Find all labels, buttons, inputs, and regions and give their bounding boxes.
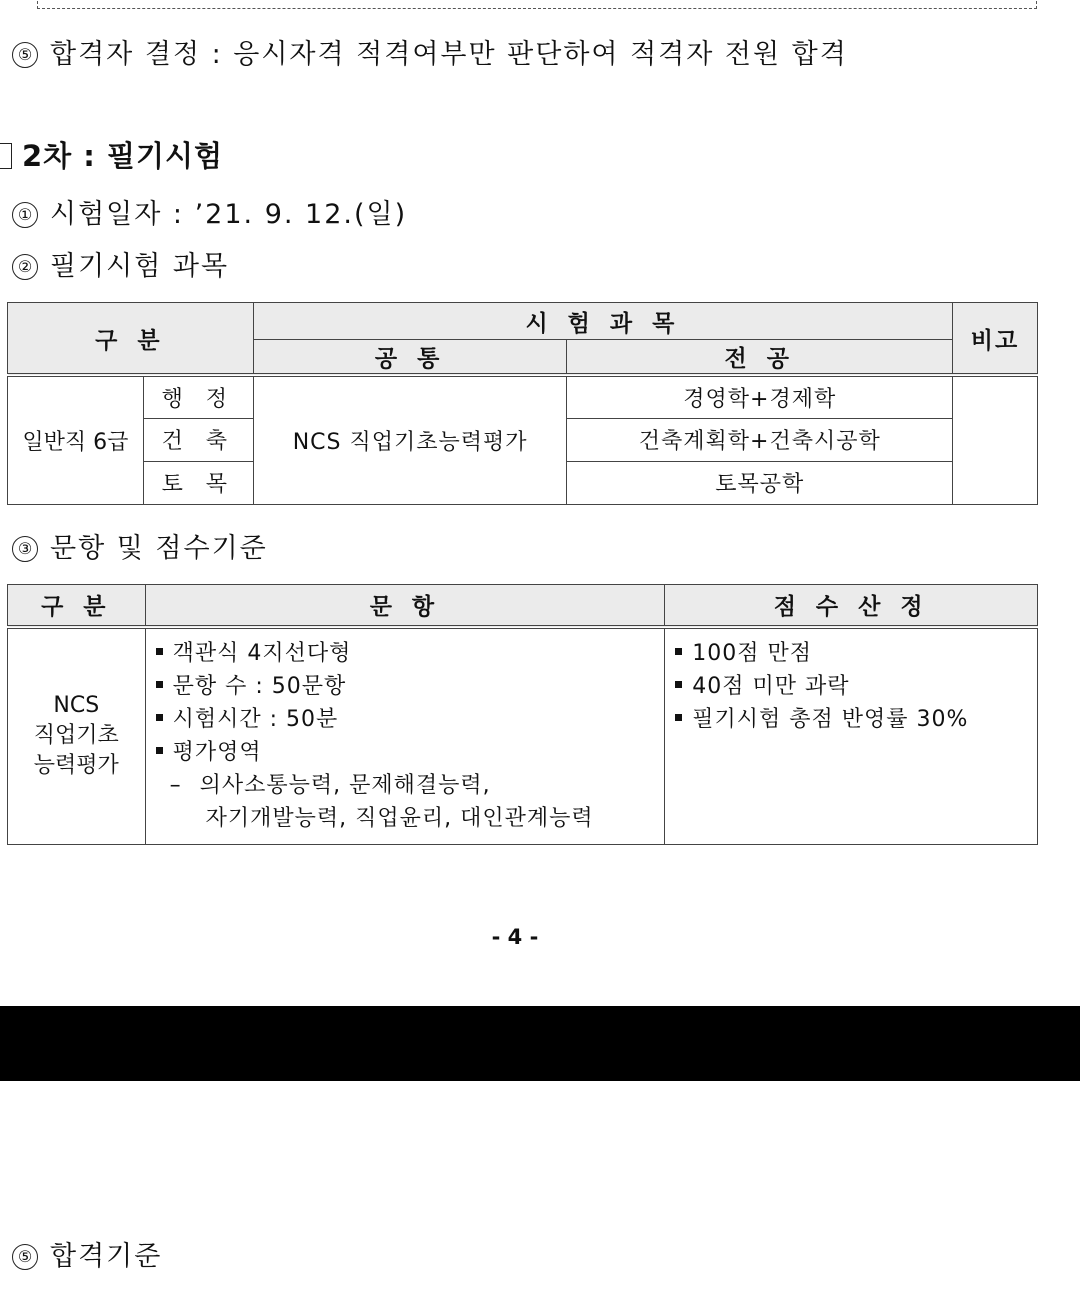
bullet-item: 평가영역 (156, 736, 665, 769)
th-exam-subjects: 시 험 과 목 (253, 303, 952, 340)
bullet-square-icon (675, 714, 682, 721)
field-cell: 토 목 (143, 461, 253, 504)
bullet-square-icon (675, 648, 682, 655)
bullet-item: 필기시험 총점 반영률 30% (675, 703, 1037, 736)
category-line: NCS (53, 693, 100, 719)
bullet-item: 시험시간 : 50분 (156, 703, 665, 736)
category-cell (8, 627, 146, 845)
bullet-item: 40점 미만 과락 (675, 670, 1037, 703)
questions-text: 문항 및 점수기준 (50, 533, 268, 564)
th-questions: 문 항 (145, 585, 665, 627)
group-cell: 일반직 6급 (8, 375, 144, 504)
common-cell: NCS 직업기초능력평가 (253, 375, 567, 504)
bullet-square-icon (156, 747, 163, 754)
major-cell: 토목공학 (567, 461, 953, 504)
bullet-item: 100점 만점 (675, 637, 1037, 670)
section-box-marker (0, 143, 12, 169)
circled-number-marker: ② (12, 254, 38, 280)
pass-criteria-line (12, 1234, 162, 1273)
pass-decision-line (12, 32, 848, 71)
bullet-square-icon (156, 681, 163, 688)
bullet-item: 문항 수 : 50문항 (156, 670, 665, 703)
category-line: 능력평가 (33, 753, 119, 779)
black-bar (0, 1006, 1080, 1081)
section-heading (0, 134, 223, 175)
th-scoring: 점 수 산 정 (665, 585, 1038, 627)
pass-criteria-text: 합격기준 (50, 1241, 163, 1272)
circled-number-marker: ⑤ (12, 1244, 38, 1270)
bullet-square-icon (675, 681, 682, 688)
circled-number-marker: ③ (12, 536, 38, 562)
area-line: – 의사소통능력, 문제해결능력, (169, 772, 491, 798)
subjects-line (12, 244, 229, 283)
bullet-item: 객관식 4지선다형 (156, 637, 665, 670)
scoring-table (7, 584, 1038, 845)
th-common: 공 통 (253, 340, 567, 376)
subjects-text: 필기시험 과목 (50, 251, 230, 282)
th-category: 구 분 (8, 585, 146, 627)
questions-line (12, 526, 268, 565)
circled-number-marker: ① (12, 202, 38, 228)
subjects-table (7, 302, 1038, 505)
exam-date-text: 시험일자 : ’21. 9. 12.(일) (50, 199, 408, 230)
bullet-square-icon (156, 714, 163, 721)
field-cell: 건 축 (143, 418, 253, 461)
field-cell: 행 정 (143, 375, 253, 418)
top-box-border (37, 0, 1037, 9)
pass-decision-text: 합격자 결정 : 응시자격 적격여부만 판단하여 적격자 전원 합격 (50, 39, 848, 70)
major-cell: 경영학+경제학 (567, 375, 953, 418)
dash-marker: – (169, 772, 182, 798)
questions-cell (145, 627, 665, 845)
bullet-square-icon (156, 648, 163, 655)
category-line: 직업기초 (33, 723, 119, 749)
th-note: 비고 (953, 303, 1038, 376)
page-number: - 4 - (491, 925, 539, 949)
scoring-cell (665, 627, 1038, 845)
area-line: 자기개발능력, 직업윤리, 대인관계능력 (205, 805, 594, 831)
major-cell: 건축계획학+건축시공학 (567, 418, 953, 461)
circled-number-marker: ⑤ (12, 42, 38, 68)
section-title: 2차 : 필기시험 (22, 139, 224, 173)
exam-date-line (12, 192, 407, 231)
th-major: 전 공 (567, 340, 953, 376)
note-cell (953, 375, 1038, 504)
th-category: 구 분 (8, 303, 254, 376)
